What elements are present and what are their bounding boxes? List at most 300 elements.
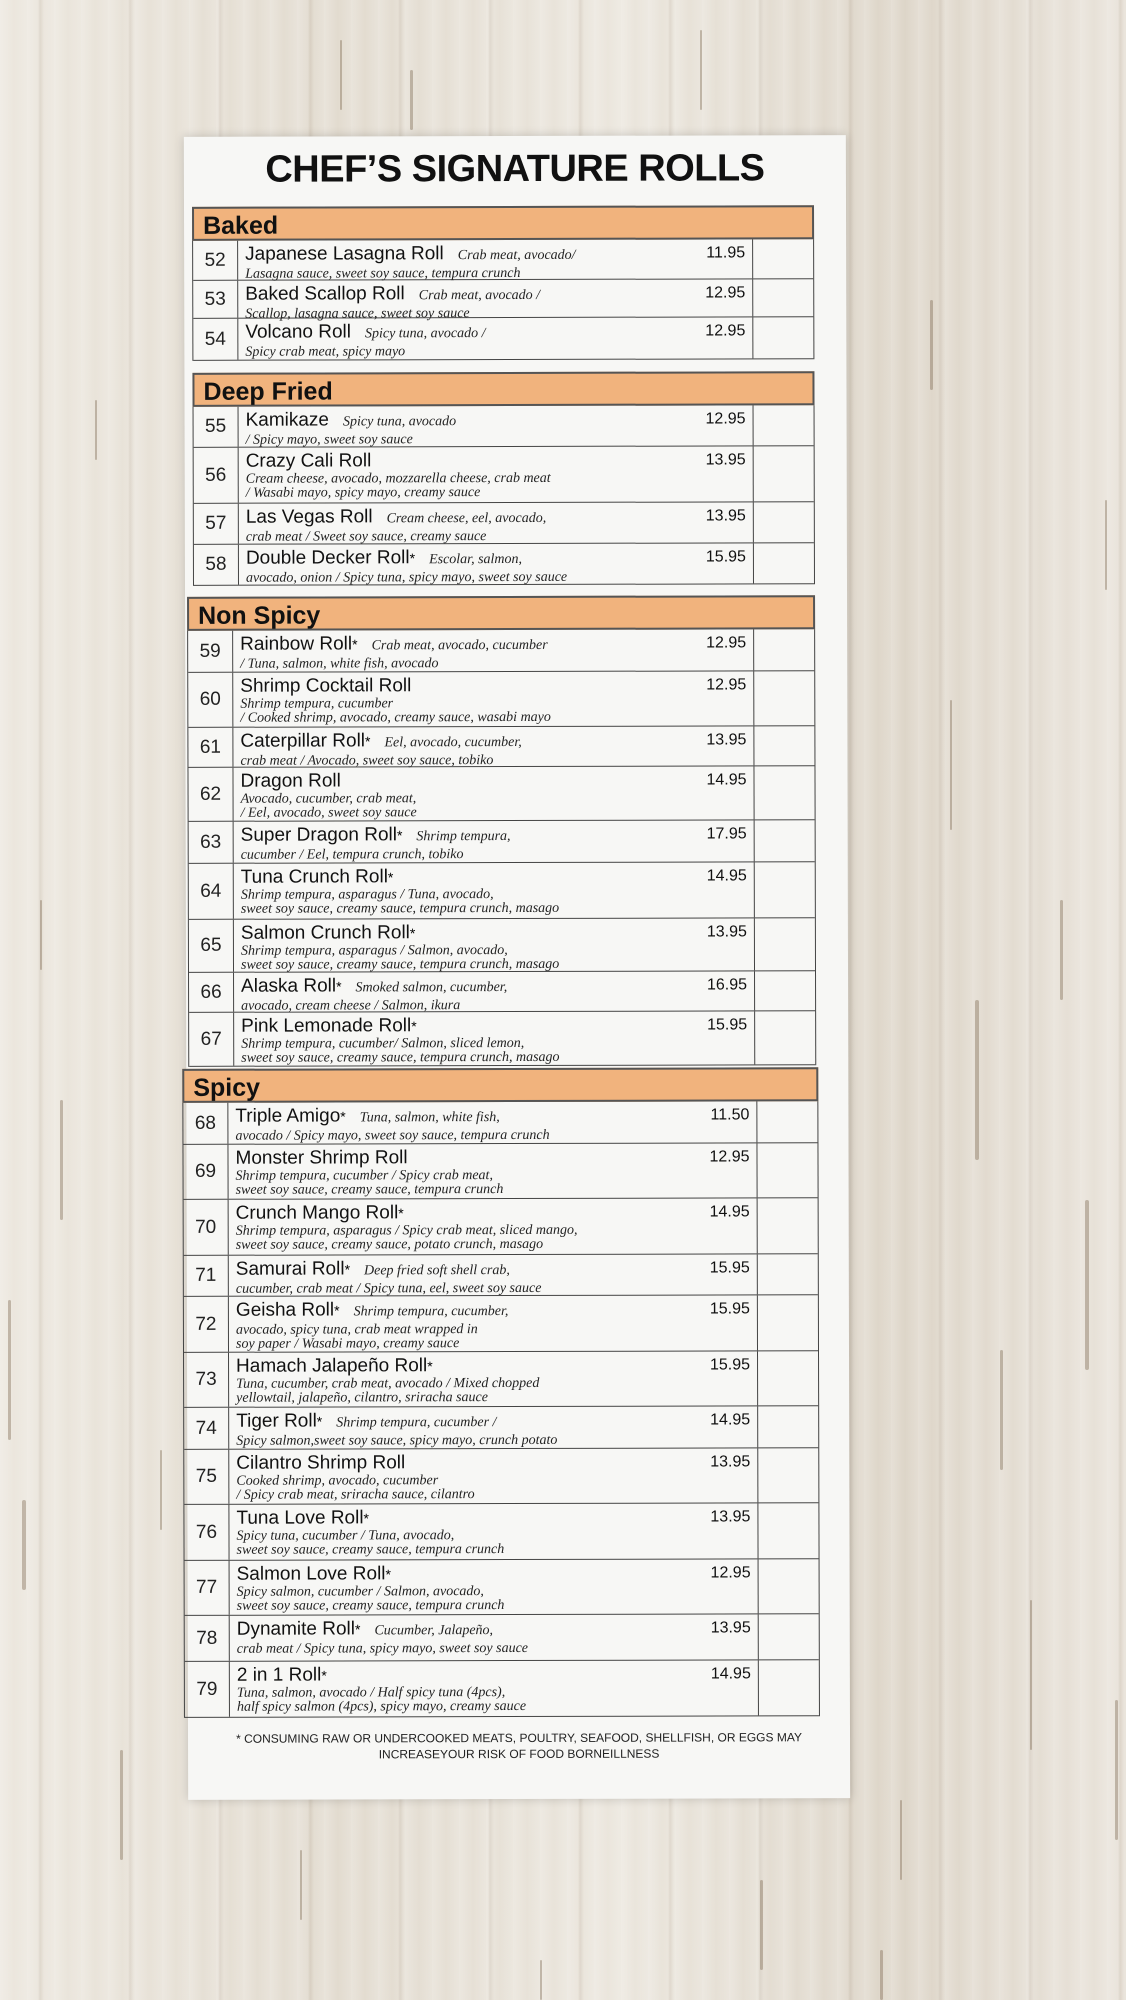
item-number: 74 bbox=[184, 1408, 229, 1449]
quantity-box bbox=[753, 671, 814, 725]
item-number: 68 bbox=[183, 1103, 228, 1144]
item-name: Volcano Roll bbox=[245, 321, 351, 343]
menu-item-row bbox=[189, 1011, 815, 1067]
item-price: 14.95 bbox=[710, 1665, 751, 1683]
item-content bbox=[236, 1506, 750, 1557]
item-content bbox=[246, 546, 746, 585]
menu-sheet bbox=[184, 135, 850, 1800]
item-description: Shrimp tempura, cucumber / bbox=[336, 1415, 497, 1431]
item-first-line bbox=[241, 865, 747, 888]
menu-item-row bbox=[194, 405, 814, 448]
item-description-line: Shrimp tempura, asparagus / Tuna, avocado, bbox=[240, 887, 494, 903]
item-description: Deep fried soft shell crab, bbox=[363, 1263, 510, 1279]
item-description: Crab meat, avocado/ bbox=[457, 247, 576, 264]
item-name: Alaska Roll bbox=[241, 975, 337, 997]
raw-warning-asterisk: * bbox=[363, 1510, 370, 1527]
item-description-line: / Spicy mayo, sweet soy sauce bbox=[245, 432, 413, 448]
item-price: 13.95 bbox=[710, 1508, 751, 1526]
item-first-line bbox=[241, 1014, 747, 1037]
quantity-box bbox=[754, 1011, 815, 1064]
item-description-line: Shrimp tempura, cucumber bbox=[240, 696, 394, 712]
menu-item-row bbox=[183, 1143, 817, 1200]
quantity-box bbox=[753, 629, 814, 670]
raw-warning-asterisk: * bbox=[398, 1205, 404, 1222]
raw-warning-asterisk: * bbox=[427, 1358, 433, 1375]
item-number: 63 bbox=[189, 822, 234, 863]
item-number: 56 bbox=[194, 448, 239, 503]
item-description-line: crab meat / Spicy tuna, spicy mayo, sweet soy sauce bbox=[236, 1640, 529, 1657]
item-description-line: Spicy tuna, cucumber / Tuna, avocado, bbox=[236, 1528, 455, 1544]
raw-warning-asterisk: * bbox=[321, 1667, 327, 1684]
item-name: Shrimp Cocktail Roll bbox=[240, 675, 412, 697]
item-price: 13.95 bbox=[710, 1619, 751, 1637]
item-first-line bbox=[246, 408, 746, 433]
quantity-box bbox=[757, 1351, 818, 1405]
item-description-line: Shrimp tempura, cucumber/ Salmon, sliced lemon, bbox=[241, 1035, 525, 1052]
quantity-box bbox=[758, 1614, 819, 1659]
item-description: Cucumber, Jalapeño, bbox=[374, 1623, 494, 1639]
item-price: 15.95 bbox=[709, 1356, 751, 1374]
item-price: 15.95 bbox=[705, 548, 746, 566]
item-name: Dragon Roll bbox=[240, 770, 341, 792]
menu-item-row bbox=[189, 820, 815, 864]
item-description-line: sweet soy sauce, creamy sauce, potato crunch, masago bbox=[235, 1236, 544, 1253]
quantity-box bbox=[757, 1295, 818, 1350]
quantity-box bbox=[752, 239, 813, 278]
item-number: 52 bbox=[193, 241, 238, 280]
quantity-box bbox=[753, 766, 814, 819]
item-first-line bbox=[237, 1562, 751, 1585]
item-name: Tiger Roll bbox=[236, 1410, 317, 1432]
menu-table bbox=[187, 629, 816, 1067]
item-first-line bbox=[236, 1201, 750, 1224]
menu-item-row bbox=[193, 279, 813, 322]
item-name: 2 in 1 Roll bbox=[236, 1664, 322, 1686]
item-first-line bbox=[241, 921, 747, 944]
item-price: 14.95 bbox=[709, 1203, 750, 1221]
item-number: 77 bbox=[185, 1561, 230, 1615]
item-number: 70 bbox=[184, 1200, 229, 1255]
item-description-line: Spicy salmon,sweet soy sauce, spicy mayo, crunch potato bbox=[236, 1432, 558, 1449]
wood-grain-streak bbox=[1030, 1600, 1032, 1750]
quantity-box bbox=[752, 279, 813, 316]
raw-warning-asterisk: * bbox=[411, 1018, 417, 1035]
menu-item-row bbox=[188, 726, 814, 768]
item-content bbox=[246, 449, 746, 500]
item-name: Rainbow Roll bbox=[240, 633, 353, 655]
item-first-line bbox=[241, 974, 747, 999]
wood-grain-streak bbox=[60, 1100, 63, 1220]
wood-grain-streak bbox=[1105, 500, 1107, 590]
item-first-line bbox=[241, 823, 747, 848]
item-price: 17.95 bbox=[706, 825, 747, 843]
item-content bbox=[237, 1617, 751, 1656]
quantity-box bbox=[758, 1559, 819, 1613]
item-first-line bbox=[236, 1451, 750, 1474]
item-first-line bbox=[235, 1104, 749, 1129]
wood-grain-streak bbox=[22, 1500, 26, 1590]
menu-item-row bbox=[185, 1614, 819, 1662]
menu-item-row bbox=[194, 446, 814, 504]
item-price: 15.95 bbox=[707, 1016, 748, 1034]
menu-item-row bbox=[188, 766, 814, 822]
item-content bbox=[240, 769, 746, 820]
item-content bbox=[241, 921, 747, 972]
menu-item-row bbox=[188, 629, 814, 673]
item-price: 12.95 bbox=[705, 410, 746, 428]
item-description-line: / Eel, avocado, sweet soy sauce bbox=[240, 805, 417, 821]
item-price: 11.50 bbox=[710, 1106, 750, 1124]
raw-warning-asterisk: * bbox=[385, 1566, 391, 1583]
item-content bbox=[236, 1298, 750, 1351]
section-header: Non Spicy bbox=[187, 595, 815, 631]
wood-grain-streak bbox=[8, 1300, 11, 1440]
item-price: 14.95 bbox=[706, 771, 747, 789]
item-description-line: / Wasabi mayo, spicy mayo, creamy sauce bbox=[245, 485, 481, 501]
item-number: 64 bbox=[189, 864, 234, 919]
item-price: 13.95 bbox=[705, 507, 746, 525]
item-price: 12.95 bbox=[706, 634, 747, 652]
item-name: Crazy Cali Roll bbox=[245, 450, 372, 472]
quantity-box bbox=[753, 502, 814, 542]
wood-grain-streak bbox=[540, 1960, 542, 2000]
raw-warning-asterisk: * bbox=[409, 550, 416, 567]
menu-item-row bbox=[184, 1406, 818, 1450]
wood-grain-streak bbox=[1060, 900, 1063, 1000]
section-header: Deep Fried bbox=[192, 371, 814, 407]
item-description: Shrimp tempura, bbox=[416, 829, 511, 845]
item-content bbox=[236, 1257, 750, 1296]
item-price: 14.95 bbox=[710, 1411, 751, 1429]
item-description: Cream cheese, eel, avocado, bbox=[386, 510, 547, 527]
item-first-line bbox=[236, 1409, 750, 1434]
item-description: Eel, avocado, cucumber, bbox=[384, 734, 522, 751]
quantity-box bbox=[756, 1143, 817, 1197]
item-description-line: cucumber / Eel, tempura crunch, tobiko bbox=[240, 847, 464, 863]
menu-item-row bbox=[184, 1198, 818, 1256]
wood-grain-streak bbox=[1115, 1700, 1118, 1840]
menu-item-row bbox=[185, 1559, 819, 1616]
item-number: 57 bbox=[194, 504, 239, 544]
item-content bbox=[240, 674, 746, 725]
item-first-line bbox=[246, 546, 746, 571]
menu-item-row bbox=[183, 1101, 817, 1145]
item-description: Shrimp tempura, cucumber, bbox=[353, 1304, 509, 1320]
quantity-box bbox=[757, 1406, 818, 1447]
raw-warning-asterisk: * bbox=[334, 1302, 340, 1319]
item-content bbox=[241, 974, 747, 1013]
item-first-line bbox=[246, 505, 746, 530]
quantity-box bbox=[754, 820, 815, 861]
menu-item-row bbox=[193, 239, 813, 281]
quantity-box bbox=[757, 1448, 818, 1502]
item-content bbox=[245, 242, 745, 281]
quantity-box bbox=[754, 918, 815, 970]
item-first-line bbox=[235, 1146, 749, 1169]
item-first-line bbox=[245, 282, 745, 307]
raw-warning-asterisk: * bbox=[396, 827, 403, 844]
menu-item-row bbox=[189, 862, 815, 920]
item-price: 12.95 bbox=[705, 322, 746, 340]
menu-item-row bbox=[185, 1660, 819, 1718]
wood-grain-streak bbox=[1085, 1200, 1089, 1370]
item-description-line: avocado, spicy tuna, crab meat wrapped in bbox=[235, 1322, 478, 1338]
quantity-box bbox=[757, 1503, 818, 1558]
raw-food-warning bbox=[188, 1729, 850, 1763]
raw-warning-asterisk: * bbox=[336, 978, 342, 995]
raw-warning-asterisk: * bbox=[387, 869, 394, 886]
item-price: 11.95 bbox=[706, 244, 746, 262]
item-name: Dynamite Roll bbox=[236, 1618, 356, 1640]
raw-warning-asterisk: * bbox=[354, 1621, 361, 1638]
item-description-line: sweet soy sauce, creamy sauce, tempura crunch, masago bbox=[240, 900, 560, 917]
item-number: 62 bbox=[188, 768, 233, 821]
item-description-line: sweet soy sauce, creamy sauce, tempura crunch bbox=[236, 1598, 505, 1614]
menu-table bbox=[193, 405, 815, 586]
item-content bbox=[240, 632, 746, 671]
item-name: Cilantro Shrimp Roll bbox=[236, 1452, 406, 1474]
menu-table bbox=[192, 239, 814, 361]
item-description-line: Avocado, cucumber, crab meat, bbox=[240, 791, 417, 807]
item-name: Las Vegas Roll bbox=[245, 506, 373, 528]
quantity-box bbox=[753, 446, 814, 501]
item-description-line: crab meat / Avocado, sweet soy sauce, tobiko bbox=[240, 753, 494, 769]
item-number: 69 bbox=[183, 1145, 228, 1199]
item-number: 75 bbox=[184, 1450, 229, 1504]
item-content bbox=[245, 320, 745, 359]
item-description-line: Tuna, salmon, avocado / Half spicy tuna (4pcs), bbox=[236, 1685, 506, 1701]
item-first-line bbox=[240, 674, 746, 697]
item-description-line: soy paper / Wasabi mayo, creamy sauce bbox=[235, 1336, 460, 1352]
item-description: Tuna, salmon, white fish, bbox=[359, 1110, 500, 1126]
item-description-line: / Tuna, salmon, white fish, avocado bbox=[240, 656, 439, 672]
item-price: 12.95 bbox=[706, 676, 747, 694]
item-content bbox=[241, 865, 747, 916]
item-number: 55 bbox=[194, 407, 239, 447]
item-description-line: sweet soy sauce, creamy sauce, tempura crunch bbox=[235, 1182, 504, 1198]
item-description-line: avocado, onion / Spicy tuna, spicy mayo, sweet soy sauce bbox=[245, 569, 568, 586]
item-first-line bbox=[237, 1663, 751, 1686]
item-number: 58 bbox=[194, 545, 239, 585]
section-baked bbox=[192, 205, 814, 361]
section-spicy bbox=[182, 1067, 820, 1718]
item-name: Hamach Jalapeño Roll bbox=[236, 1355, 428, 1377]
item-price: 14.95 bbox=[706, 867, 747, 885]
quantity-box bbox=[753, 726, 814, 765]
item-first-line bbox=[236, 1354, 750, 1377]
menu-item-row bbox=[184, 1295, 818, 1353]
item-name: Crunch Mango Roll bbox=[235, 1202, 399, 1224]
item-content bbox=[237, 1562, 751, 1613]
quantity-box bbox=[756, 1101, 817, 1142]
item-number: 65 bbox=[189, 920, 234, 972]
item-description-line: Cream cheese, avocado, mozzarella cheese, crab meat bbox=[245, 470, 551, 487]
menu-item-row bbox=[184, 1351, 818, 1408]
item-number: 59 bbox=[188, 631, 233, 672]
item-content bbox=[236, 1451, 750, 1502]
wood-grain-streak bbox=[975, 1000, 979, 1160]
wood-grain-streak bbox=[340, 40, 342, 110]
item-number: 79 bbox=[185, 1662, 230, 1717]
item-content bbox=[246, 505, 746, 544]
item-description-line: avocado, cream cheese / Salmon, ikura bbox=[241, 998, 461, 1014]
section-header: Baked bbox=[192, 205, 814, 241]
item-number: 67 bbox=[189, 1013, 234, 1066]
item-description-line: sweet soy sauce, creamy sauce, tempura crunch, masago bbox=[240, 956, 560, 973]
item-name: Triple Amigo bbox=[235, 1105, 341, 1127]
wood-grain-streak bbox=[880, 1950, 883, 2000]
menu-item-row bbox=[194, 543, 814, 586]
item-number: 54 bbox=[193, 319, 238, 360]
menu-title: CHEF’S SIGNATURE ROLLS bbox=[265, 147, 765, 191]
item-content bbox=[245, 282, 745, 321]
item-content bbox=[236, 1354, 750, 1405]
item-price: 13.95 bbox=[706, 923, 747, 941]
item-name: Super Dragon Roll bbox=[240, 824, 397, 846]
item-content bbox=[236, 1201, 750, 1252]
section-deep-fried bbox=[192, 371, 815, 586]
item-number: 61 bbox=[188, 728, 233, 767]
item-name: Caterpillar Roll bbox=[240, 730, 366, 752]
menu-item-row bbox=[184, 1448, 818, 1505]
item-description-line: crab meat / Sweet soy sauce, creamy sauce bbox=[245, 529, 487, 545]
section-non-spicy bbox=[187, 595, 816, 1067]
item-number: 71 bbox=[184, 1256, 229, 1296]
menu-item-row bbox=[193, 317, 813, 361]
item-description-line: Cooked shrimp, avocado, cucumber bbox=[236, 1473, 439, 1489]
quantity-box bbox=[753, 543, 814, 583]
raw-warning-asterisk: * bbox=[340, 1108, 346, 1125]
item-description-line: Shrimp tempura, cucumber / Spicy crab meat, bbox=[235, 1168, 493, 1184]
item-description: Escolar, salmon, bbox=[429, 551, 523, 568]
quantity-box bbox=[758, 1660, 819, 1715]
item-first-line bbox=[245, 242, 745, 267]
menu-item-row bbox=[189, 918, 815, 973]
item-price: 12.95 bbox=[709, 1148, 750, 1166]
wood-grain-streak bbox=[1000, 1350, 1003, 1470]
item-description-line: Shrimp tempura, asparagus / Spicy crab meat, sliced mango, bbox=[235, 1222, 578, 1239]
item-description-line: avocado / Spicy mayo, sweet soy sauce, tempura crunch bbox=[235, 1127, 550, 1144]
item-price: 15.95 bbox=[709, 1300, 750, 1318]
wood-grain-streak bbox=[160, 1450, 162, 1530]
item-name: Samurai Roll bbox=[235, 1258, 345, 1280]
quantity-box bbox=[757, 1254, 818, 1294]
item-number: 72 bbox=[184, 1297, 229, 1352]
item-number: 78 bbox=[185, 1616, 230, 1661]
wood-grain-streak bbox=[95, 400, 97, 460]
item-description-line: cucumber, crab meat / Spicy tuna, eel, sweet soy sauce bbox=[235, 1280, 542, 1297]
item-number: 73 bbox=[184, 1353, 229, 1407]
item-content bbox=[236, 1409, 750, 1448]
item-name: Pink Lemonade Roll bbox=[241, 1015, 412, 1037]
item-first-line bbox=[237, 1617, 751, 1642]
item-number: 66 bbox=[189, 973, 234, 1012]
raw-warning-asterisk: * bbox=[344, 1261, 351, 1278]
item-description: Smoked salmon, cucumber, bbox=[355, 980, 508, 996]
menu-item-row bbox=[189, 971, 815, 1013]
item-first-line bbox=[240, 769, 746, 792]
item-name: Tuna Crunch Roll bbox=[240, 866, 388, 888]
wood-grain-streak bbox=[120, 1750, 123, 1860]
wood-grain-streak bbox=[950, 700, 952, 830]
item-name: Geisha Roll bbox=[235, 1299, 335, 1321]
item-number: 60 bbox=[188, 673, 233, 727]
item-description-line: / Spicy crab meat, sriracha sauce, cilantro bbox=[236, 1487, 475, 1503]
raw-warning-asterisk: * bbox=[316, 1413, 323, 1430]
item-content bbox=[240, 729, 746, 768]
menu-item-row bbox=[184, 1254, 818, 1297]
wood-grain-streak bbox=[900, 1800, 902, 1880]
item-content bbox=[235, 1146, 749, 1197]
raw-warning-asterisk: * bbox=[409, 925, 416, 942]
item-first-line bbox=[240, 729, 746, 754]
item-description-line: yellowtail, jalapeño, cilantro, sriracha sauce bbox=[236, 1390, 488, 1406]
menu-table bbox=[182, 1101, 820, 1718]
wood-grain-streak bbox=[760, 1880, 763, 1970]
item-description-line: Scallop, lasagna sauce, sweet soy sauce bbox=[245, 306, 470, 322]
item-price: 12.95 bbox=[710, 1564, 751, 1582]
item-description-line: half spicy salmon (4pcs), spicy mayo, creamy sauce bbox=[236, 1698, 527, 1715]
item-first-line bbox=[236, 1257, 750, 1282]
quantity-box bbox=[752, 317, 813, 358]
item-description-line: Spicy crab meat, spicy mayo bbox=[245, 344, 406, 360]
raw-warning-asterisk: * bbox=[364, 733, 371, 750]
quantity-box bbox=[753, 405, 814, 445]
item-price: 15.95 bbox=[709, 1259, 750, 1277]
item-description-line: sweet soy sauce, creamy sauce, tempura crunch, masago bbox=[241, 1049, 560, 1066]
wood-grain-streak bbox=[700, 30, 702, 110]
item-content bbox=[246, 408, 746, 447]
raw-warning-asterisk: * bbox=[352, 636, 358, 653]
item-description: Spicy tuna, avocado / bbox=[364, 326, 486, 342]
item-first-line bbox=[246, 449, 746, 472]
item-name: Salmon Crunch Roll bbox=[240, 922, 410, 944]
item-name: Japanese Lasagna Roll bbox=[245, 243, 444, 265]
item-name: Tuna Love Roll bbox=[236, 1507, 364, 1529]
item-price: 12.95 bbox=[705, 284, 746, 302]
section-header: Spicy bbox=[182, 1067, 818, 1103]
item-number: 76 bbox=[184, 1505, 229, 1560]
item-first-line bbox=[236, 1506, 750, 1529]
item-description-line: Tuna, cucumber, crab meat, avocado / Mixed chopped bbox=[236, 1375, 540, 1392]
quantity-box bbox=[754, 971, 815, 1010]
item-first-line bbox=[236, 1298, 750, 1323]
item-price: 13.95 bbox=[706, 731, 747, 749]
item-description: Crab meat, avocado / bbox=[418, 287, 541, 304]
menu-item-row bbox=[194, 502, 814, 545]
item-name: Monster Shrimp Roll bbox=[235, 1147, 408, 1169]
item-first-line bbox=[245, 320, 745, 345]
wood-grain-streak bbox=[410, 70, 413, 130]
menu-item-row bbox=[184, 1503, 818, 1561]
item-description: Spicy tuna, avocado bbox=[342, 414, 457, 430]
item-first-line bbox=[240, 632, 746, 657]
item-name: Salmon Love Roll bbox=[236, 1563, 386, 1585]
item-description-line: Spicy salmon, cucumber / Salmon, avocado, bbox=[236, 1584, 484, 1600]
item-name: Kamikaze bbox=[245, 409, 330, 431]
item-price: 13.95 bbox=[705, 451, 746, 469]
footnote-line: INCREASEYOUR RISK OF FOOD BORNEILLNESS bbox=[378, 1746, 660, 1762]
item-price: 13.95 bbox=[710, 1453, 751, 1471]
item-number: 53 bbox=[193, 281, 238, 318]
footnote-line: * CONSUMING RAW OR UNDERCOOKED MEATS, POULTRY, SEAFOOD, SHELLFISH, OR EGGS MAY bbox=[236, 1730, 802, 1746]
item-description-line: Shrimp tempura, asparagus / Salmon, avocado, bbox=[240, 943, 508, 959]
quantity-box bbox=[757, 1198, 818, 1253]
item-price: 16.95 bbox=[706, 976, 748, 994]
item-description-line: sweet soy sauce, creamy sauce, tempura crunch bbox=[236, 1542, 505, 1558]
item-description: Crab meat, avocado, cucumber bbox=[371, 637, 548, 654]
wood-grain-streak bbox=[930, 300, 933, 390]
